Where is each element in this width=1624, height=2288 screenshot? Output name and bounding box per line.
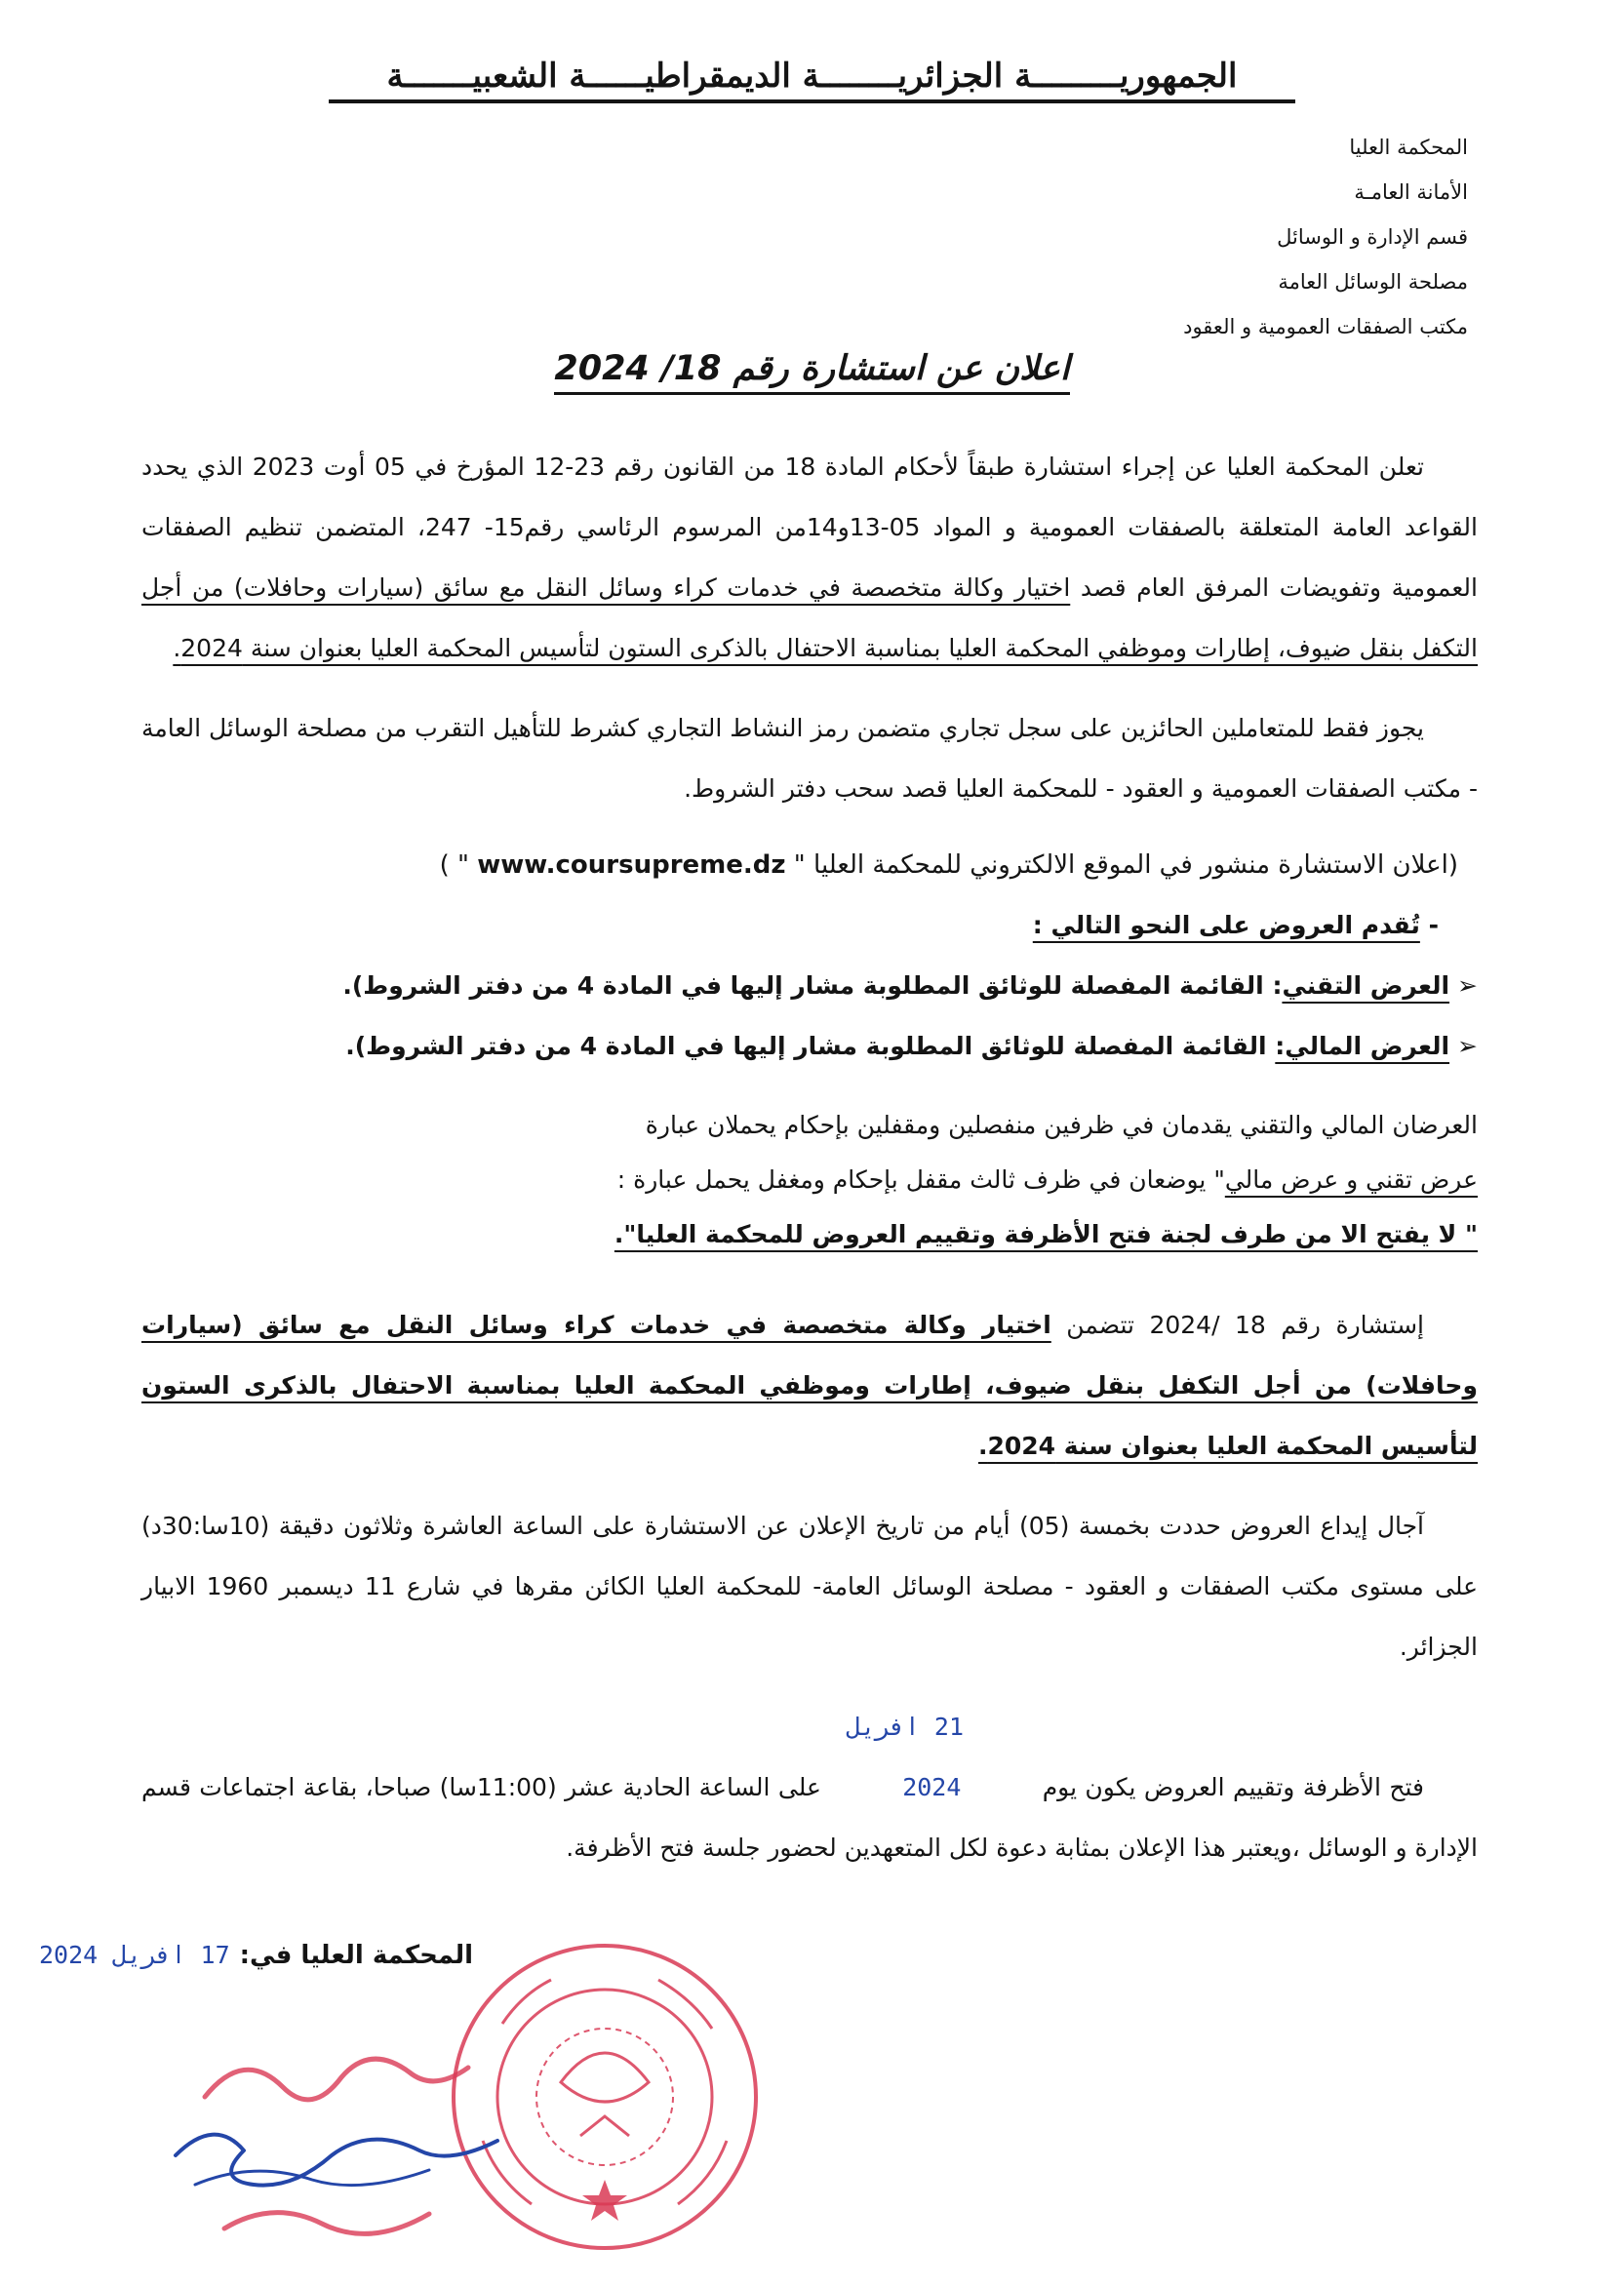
footer-place-date: المحكمة العليا في:17 افريل 2024: [38, 1941, 473, 1970]
subject-underlined: اختيار وكالة متخصصة في خدمات كراء وسائل النقل مع سائق (سيارات وحافلات) من أجل التكفل بنقل ضيوف، إطارات وموظفي المحكمة العليا بمناسبة الاحتفال بالذكرى الستون لتأسيس المحكمة العليا بعنوان سنة 2024.: [141, 573, 1478, 662]
offer-item-technical: ➢العرض التقني: القائمة المفصلة للوثائق المطلوبة مشار إليها في المادة 4 من دفتر الشروط).: [141, 956, 1478, 1016]
document-body: [141, 437, 1478, 1878]
offer-item-financial: ➢العرض المالي: القائمة المفصلة للوثائق المطلوبة مشار إليها في المادة 4 من دفتر الشروط).: [141, 1016, 1478, 1077]
issuer-line: الأمانة العامـة: [1354, 180, 1468, 204]
intro-paragraph: تعلن المحكمة العليا عن إجراء استشارة طبقاً لأحكام المادة 18 من القانون رقم 23-12 المؤرخ في 05 أوت 2023 الذي يحدد القواعد العامة المتعلقة بالصفقات العمومية و المواد 05-13و14من المرسوم الرئاسي رقم15- 247، المتضمن تنظيم الصفقات العمومية وتفويضات المرفق العام قصد اختيار وكالة متخصصة في خدمات كراء وسائل النقل مع سائق (سيارات وحافلات) من أجل التكفل بنقل ضيوف، إطارات وموظفي المحكمة العليا بمناسبة الاحتفال بالذكرى الستون لتأسيس المحكمة العليا بعنوان سنة 2024.: [141, 453, 1478, 662]
consultation-paragraph: إستشارة رقم 18 /2024 تتضمن اختيار وكالة متخصصة في خدمات كراء وسائل النقل مع سائق (سيارات وحافلات) من أجل التكفل بنقل ضيوف، إطارات وموظفي المحكمة العليا بمناسبة الاحتفال بالذكرى الستون لتأسيس المحكمة العليا بعنوان سنة 2024.: [141, 1311, 1478, 1460]
signature-icon: [166, 2029, 507, 2263]
deadline-paragraph: آجال إيداع العروض حددت بخمسة (05) أيام من تاريخ الإعلان عن الاستشارة على الساعة العاشرة وثلاثون دقيقة (10سا:30د) على مستوى مكتب الصفقات و العقود - مصلحة الوسائل العامة- للمحكمة العليا الكائن مقرها في شارع 11 ديسمبر 1960 الابيار الجزائر.: [141, 1512, 1479, 1661]
opening-paragraph: فتح الأظرفة وتقييم العروض يكون يوم 21 افريل 2024 على الساعة الحادية عشر (11:00سا) صباحا، بقاعة اجتماعات قسم الإدارة و الوسائل ،ويعتبر هذا الإعلان بمثابة دعوة لكل المتعهدين لحضور جلسة فتح الأظرفة.: [141, 1697, 1478, 1878]
handwritten-opening-date: 21 افريل 2024: [846, 1713, 964, 1801]
check-arrow-icon: ➢: [1457, 1032, 1478, 1060]
check-arrow-icon: ➢: [1457, 971, 1478, 1000]
issuer-line: قسم الإدارة و الوسائل: [1277, 225, 1468, 249]
republic-heading: الجمهوريـــــــــة الجزائريــــــــة الديمقراطيــــــة الشعبيـــــــة: [0, 57, 1624, 96]
document-title: اعلان عن استشارة رقم 18/ 2024: [0, 349, 1624, 388]
envelope-inscription: " لا يفتح الا من طرف لجنة فتح الأظرفة وتقييم العروض للمحكمة العليا".: [614, 1220, 1478, 1248]
offers-intro: - تُقدم العروض على النحو التالي :: [1032, 911, 1439, 939]
issuer-line: مكتب الصفقات العمومية و العقود: [1183, 315, 1468, 338]
issuer-line: المحكمة العليا: [1349, 136, 1468, 159]
website-url: www.coursupreme.dz: [477, 850, 786, 880]
issuer-block: [961, 125, 1468, 349]
issuer-line: مصلحة الوسائل العامة: [1278, 270, 1468, 294]
envelopes-paragraph: العرضان المالي والتقني يقدمان في ظرفين منفصلين ومقفلين بإحكام يحملان عبارة عرض تقني و عرض مالي" يوضعان في ظرف ثالث مقفل بإحكام ومغفل يحمل عبارة : " لا يفتح الا من طرف لجنة فتح الأظرفة وتقييم العروض للمحكمة العليا".: [614, 1111, 1478, 1248]
handwritten-signing-date: 17 افريل 2024: [38, 1941, 230, 1969]
eligibility-paragraph: يجوز فقط للمتعاملين الحائزين على سجل تجاري متضمن رمز النشاط التجاري كشرط للتأهيل التقرب من مصلحة الوسائل العامة - مكتب الصفقات العمومية و العقود - للمحكمة العليا قصد سحب دفتر الشروط.: [141, 714, 1478, 803]
website-notice: (اعلان الاستشارة منشور في الموقع الالكتروني للمحكمة العليا " www.coursupreme.dz " ): [439, 850, 1458, 880]
